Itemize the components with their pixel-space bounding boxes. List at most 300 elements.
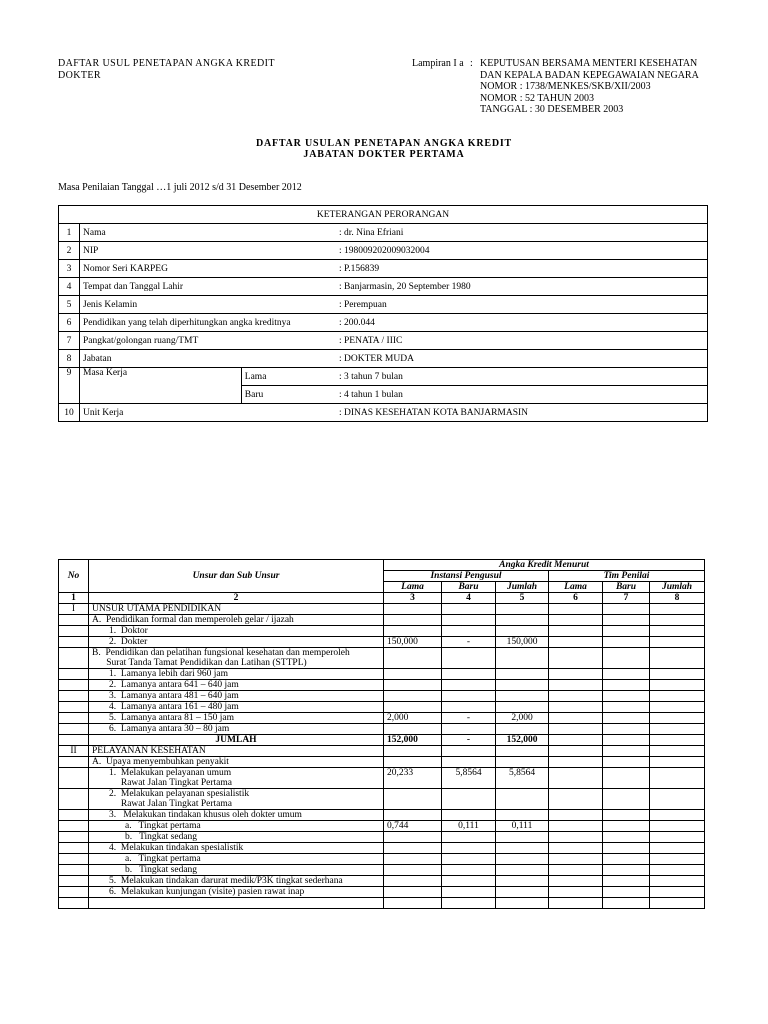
credit-jumlah: [496, 669, 549, 680]
credit-baru: [442, 789, 496, 810]
personal-no: 3: [59, 260, 80, 278]
credit-row-no: [59, 757, 89, 768]
personal-value: : 198009202009032004: [336, 242, 708, 260]
credit-row: [59, 626, 705, 637]
credit-tim-cell: [603, 887, 650, 898]
credit-row-text: 3. Lamanya antara 481 – 640 jam: [89, 691, 384, 702]
credit-row-text: 4. Melakukan tindakan spesialistik: [89, 843, 384, 854]
credit-row: [59, 713, 705, 724]
credit-baru: [442, 887, 496, 898]
personal-label: Jabatan: [80, 350, 337, 368]
personal-label: Nama: [80, 224, 337, 242]
credit-jumlah: 2,000: [496, 713, 549, 724]
credit-row-text: 2. Lamanya antara 641 – 640 jam: [89, 680, 384, 691]
header-left-line-2: DOKTER: [58, 70, 101, 81]
credit-baru: [442, 669, 496, 680]
credit-lama: [384, 843, 442, 854]
credit-jumlah: [496, 648, 549, 669]
lampiran-key: Lampiran I a: [412, 58, 464, 69]
credit-row-text: 1. Lamanya lebih dari 960 jam: [89, 669, 384, 680]
col-header-lama-tim: Lama: [549, 582, 603, 593]
credit-tim-cell: [603, 615, 650, 626]
credit-lama: [384, 854, 442, 865]
col-header-baru-tim: Baru: [603, 582, 650, 593]
credit-row: [59, 680, 705, 691]
masa-kerja-lama-value: : 3 tahun 7 bulan: [336, 368, 708, 386]
credit-tim-cell: [650, 854, 705, 865]
col-header-jumlah: Jumlah: [496, 582, 549, 593]
credit-jumlah: [496, 832, 549, 843]
credit-row-no: [59, 637, 89, 648]
credit-row-text: 3. Melakukan tindakan khusus oleh dokter umum: [89, 810, 384, 821]
personal-label: Nomor Seri KARPEG: [80, 260, 337, 278]
credit-row-text: 6. Melakukan kunjungan (visite) pasien rawat inap: [89, 887, 384, 898]
credit-row: [59, 821, 705, 832]
personal-row: [59, 260, 708, 278]
col-header-angka-kredit: Angka Kredit Menurut: [384, 560, 705, 571]
personal-no: 1: [59, 224, 80, 242]
credit-lama: [384, 691, 442, 702]
credit-tim-cell: [603, 768, 650, 789]
credit-row: [59, 615, 705, 626]
credit-row-no: [59, 724, 89, 735]
credit-tim-cell: [603, 648, 650, 669]
credit-row: [59, 768, 705, 789]
credit-tim-cell: [603, 637, 650, 648]
credit-row-no: [59, 713, 89, 724]
personal-value: : dr. Nina Efriani: [336, 224, 708, 242]
credit-baru: [442, 865, 496, 876]
personal-value: : DINAS KESEHATAN KOTA BANJARMASIN: [336, 404, 708, 422]
credit-row-no: [59, 832, 89, 843]
credit-baru: [442, 898, 496, 909]
credit-tim-cell: [603, 854, 650, 865]
credit-row-no: [59, 854, 89, 865]
credit-row: [59, 865, 705, 876]
column-number: 1: [59, 593, 89, 604]
credit-tim-cell: [603, 757, 650, 768]
credit-row-text: A. Upaya menyembuhkan penyakit: [89, 757, 384, 768]
credit-tim-cell: [549, 648, 603, 669]
lampiran-key: [412, 81, 470, 93]
credit-baru: [442, 680, 496, 691]
personal-row: [59, 314, 708, 332]
credit-tim-cell: [549, 637, 603, 648]
column-numbers-row: [59, 593, 705, 604]
credit-tim-cell: [549, 669, 603, 680]
credit-row: [59, 637, 705, 648]
credit-row-no: [59, 768, 89, 789]
col-header-lama: Lama: [384, 582, 442, 593]
credit-tim-cell: [603, 713, 650, 724]
lampiran-key: [412, 104, 470, 116]
credit-row: [59, 691, 705, 702]
credit-tim-cell: [650, 887, 705, 898]
lampiran-sep: [470, 70, 480, 82]
credit-tim-cell: [603, 702, 650, 713]
credit-row: [59, 789, 705, 810]
credit-lama: [384, 757, 442, 768]
credit-row-no: [59, 626, 89, 637]
personal-row: [59, 224, 708, 242]
credit-lama: [384, 898, 442, 909]
credit-row: [59, 876, 705, 887]
credit-lama: [384, 615, 442, 626]
credit-row-no: [59, 898, 89, 909]
credit-tim-cell: [650, 691, 705, 702]
lampiran-sep: [470, 93, 480, 105]
credit-jumlah: 152,000: [496, 735, 549, 746]
lampiran-line: [412, 58, 699, 70]
credit-row: [59, 887, 705, 898]
credit-tim-cell: [650, 615, 705, 626]
col-header-instansi: Instansi Pengusul: [384, 571, 549, 582]
personal-no: 5: [59, 296, 80, 314]
credit-jumlah: [496, 789, 549, 810]
personal-row: [59, 332, 708, 350]
header-left-line-1: DAFTAR USUL PENETAPAN ANGKA KREDIT: [58, 58, 275, 69]
personal-value: : P.156839: [336, 260, 708, 278]
credit-row-no: [59, 691, 89, 702]
credit-row-no: [59, 789, 89, 810]
col-header-no: No: [59, 560, 89, 593]
credit-row: [59, 854, 705, 865]
credit-row: [59, 843, 705, 854]
masa-kerja-baru-label: Baru: [241, 386, 336, 404]
credit-lama: [384, 832, 442, 843]
personal-label: NIP: [80, 242, 337, 260]
credit-baru: [442, 648, 496, 669]
credit-tim-cell: [650, 669, 705, 680]
personal-value: : Banjarmasin, 20 September 1980: [336, 278, 708, 296]
credit-lama: [384, 648, 442, 669]
personal-no: 6: [59, 314, 80, 332]
credit-jumlah: 5,8564: [496, 768, 549, 789]
credit-lama: [384, 865, 442, 876]
credit-tim-cell: [650, 821, 705, 832]
credit-row: [59, 746, 705, 757]
credit-lama: [384, 724, 442, 735]
credit-lama: 152,000: [384, 735, 442, 746]
credit-tim-cell: [650, 735, 705, 746]
credit-tim-cell: [650, 843, 705, 854]
column-number: 2: [89, 593, 384, 604]
credit-jumlah: 150,000: [496, 637, 549, 648]
credit-tim-cell: [549, 843, 603, 854]
personal-row: [59, 350, 708, 368]
lampiran-key: [412, 70, 470, 82]
credit-tim-cell: [603, 898, 650, 909]
credit-row-no: II: [59, 746, 89, 757]
personal-value: : Perempuan: [336, 296, 708, 314]
personal-no: 4: [59, 278, 80, 296]
credit-jumlah: [496, 680, 549, 691]
credit-row-text: 4. Lamanya antara 161 – 480 jam: [89, 702, 384, 713]
credit-baru: [442, 843, 496, 854]
credit-jumlah: [496, 854, 549, 865]
credit-jumlah: [496, 887, 549, 898]
col-header-baru: Baru: [442, 582, 496, 593]
credit-lama: [384, 876, 442, 887]
credit-baru: -: [442, 713, 496, 724]
credit-row-no: [59, 821, 89, 832]
personal-label: Unit Kerja: [80, 404, 337, 422]
credit-tim-cell: [603, 735, 650, 746]
credit-tim-cell: [549, 604, 603, 615]
credit-tim-cell: [603, 746, 650, 757]
column-number: 5: [496, 593, 549, 604]
credit-baru: 5,8564: [442, 768, 496, 789]
credit-row-no: [59, 648, 89, 669]
credit-baru: [442, 691, 496, 702]
masa-kerja-lama-label: Lama: [241, 368, 336, 386]
credit-tim-cell: [549, 735, 603, 746]
credit-row-text: A. Pendidikan formal dan memperoleh gelar / ijazah: [89, 615, 384, 626]
column-number: 6: [549, 593, 603, 604]
credit-row-text: 2. Melakukan pelayanan spesialistik Rawat Jalan Tingkat Pertama: [89, 789, 384, 810]
credit-baru: [442, 746, 496, 757]
credit-tim-cell: [549, 865, 603, 876]
credit-row-text: PELAYANAN KESEHATAN: [89, 746, 384, 757]
credit-tim-cell: [603, 832, 650, 843]
credit-row-text: 2. Dokter: [89, 637, 384, 648]
credit-tim-cell: [549, 724, 603, 735]
personal-label: Pangkat/golongan ruang/TMT: [80, 332, 337, 350]
credit-row-text: [89, 898, 384, 909]
credit-row: [59, 648, 705, 669]
credit-tim-cell: [549, 768, 603, 789]
credit-baru: -: [442, 637, 496, 648]
col-header-unsur: Unsur dan Sub Unsur: [89, 560, 384, 593]
credit-lama: [384, 626, 442, 637]
credit-tim-cell: [650, 810, 705, 821]
credit-jumlah: [496, 702, 549, 713]
credit-lama: [384, 789, 442, 810]
credit-row-no: [59, 887, 89, 898]
credit-baru: [442, 724, 496, 735]
credit-row-text: 1. Doktor: [89, 626, 384, 637]
credit-tim-cell: [650, 768, 705, 789]
lampiran-value: TANGGAL : 30 DESEMBER 2003: [480, 104, 624, 115]
lampiran-value: NOMOR : 1738/MENKES/SKB/XII/2003: [480, 81, 651, 92]
credit-tim-cell: [603, 669, 650, 680]
credit-row-no: [59, 680, 89, 691]
credit-jumlah: [496, 626, 549, 637]
header-right-lampiran: [412, 58, 699, 116]
credit-jumlah: [496, 876, 549, 887]
credit-lama: [384, 604, 442, 615]
credit-tim-cell: [603, 680, 650, 691]
credit-baru: [442, 810, 496, 821]
credit-tim-cell: [650, 746, 705, 757]
personal-row: [59, 242, 708, 260]
personal-label: Pendidikan yang telah diperhitungkan angka kreditnya: [80, 314, 337, 332]
personal-no: 7: [59, 332, 80, 350]
credit-row-no: [59, 876, 89, 887]
credit-tim-cell: [650, 789, 705, 810]
credit-tim-cell: [650, 626, 705, 637]
credit-tim-cell: [603, 821, 650, 832]
credit-baru: [442, 702, 496, 713]
personal-value: : DOKTER MUDA: [336, 350, 708, 368]
credit-row-text: 5. Melakukan tindakan darurat medik/P3K tingkat sederhana: [89, 876, 384, 887]
credit-tim-cell: [549, 615, 603, 626]
lampiran-line: [412, 93, 699, 105]
credit-lama: [384, 680, 442, 691]
lampiran-value: NOMOR : 52 TAHUN 2003: [480, 92, 595, 104]
credit-row: [59, 735, 705, 746]
credit-baru: -: [442, 735, 496, 746]
personal-label: Masa Kerja: [80, 368, 242, 404]
personal-value: : PENATA / IIIC: [336, 332, 708, 350]
column-number: 4: [442, 593, 496, 604]
credit-row-no: [59, 843, 89, 854]
credit-tim-cell: [549, 887, 603, 898]
personal-info-table: [58, 205, 708, 422]
credit-lama: 2,000: [384, 713, 442, 724]
personal-value: : 200.044: [336, 314, 708, 332]
credit-lama: 0,744: [384, 821, 442, 832]
credit-baru: [442, 854, 496, 865]
personal-no: 8: [59, 350, 80, 368]
credit-lama: [384, 887, 442, 898]
personal-no: 10: [59, 404, 80, 422]
credit-tim-cell: [650, 702, 705, 713]
credit-tim-cell: [650, 898, 705, 909]
credit-lama: [384, 702, 442, 713]
credit-jumlah: [496, 746, 549, 757]
credit-row-text: 5. Lamanya antara 81 – 150 jam: [89, 713, 384, 724]
credit-row-text: b. Tingkat sedang: [89, 865, 384, 876]
credit-tim-cell: [650, 713, 705, 724]
credit-tim-cell: [549, 832, 603, 843]
credit-tim-cell: [650, 832, 705, 843]
credit-row-no: [59, 810, 89, 821]
credit-jumlah: [496, 604, 549, 615]
credit-lama: 150,000: [384, 637, 442, 648]
lampiran-value: KEPUTUSAN BERSAMA MENTERI KESEHATAN: [480, 58, 698, 69]
credit-lama: [384, 810, 442, 821]
credit-tim-cell: [650, 865, 705, 876]
credit-row-no: I: [59, 604, 89, 615]
document-subtitle: JABATAN DOKTER PERTAMA: [303, 149, 465, 160]
credit-baru: 0,111: [442, 821, 496, 832]
credit-lama: [384, 746, 442, 757]
credit-tim-cell: [650, 876, 705, 887]
personal-no: 9: [59, 368, 80, 404]
credit-row-text: 1. Melakukan pelayanan umum Rawat Jalan Tingkat Pertama: [89, 768, 384, 789]
credit-lama: [384, 669, 442, 680]
personal-row: [59, 278, 708, 296]
credit-jumlah: [496, 691, 549, 702]
credit-jumlah: [496, 615, 549, 626]
personal-row-masa-kerja: [59, 368, 708, 386]
credit-baru: [442, 757, 496, 768]
credit-tim-cell: [549, 898, 603, 909]
col-header-jumlah-tim: Jumlah: [650, 582, 705, 593]
document-title: DAFTAR USULAN PENETAPAN ANGKA KREDIT: [255, 138, 513, 149]
credit-tim-cell: [549, 746, 603, 757]
credit-row: [59, 757, 705, 768]
personal-row-unit: [59, 404, 708, 422]
lampiran-value: DAN KEPALA BADAN KEPEGAWAIAN NEGARA: [480, 69, 699, 81]
credit-row-text: a. Tingkat pertama: [89, 821, 384, 832]
credit-baru: [442, 876, 496, 887]
credit-row: [59, 702, 705, 713]
credit-tim-cell: [549, 789, 603, 810]
credit-row: [59, 898, 705, 909]
masa-penilaian: Masa Penilaian Tanggal …1 juli 2012 s/d 31 Desember 2012: [58, 182, 302, 193]
lampiran-key: [412, 93, 470, 105]
credit-row: [59, 724, 705, 735]
credit-row-text: b. Tingkat sedang: [89, 832, 384, 843]
personal-no: 2: [59, 242, 80, 260]
credit-jumlah: [496, 898, 549, 909]
credit-tim-cell: [603, 626, 650, 637]
credit-tim-cell: [650, 604, 705, 615]
credit-tim-cell: [549, 876, 603, 887]
personal-label: Tempat dan Tanggal Lahir: [80, 278, 337, 296]
credit-tim-cell: [603, 843, 650, 854]
credit-tim-cell: [549, 713, 603, 724]
column-number: 7: [603, 593, 650, 604]
credit-jumlah: [496, 843, 549, 854]
credit-tim-cell: [549, 821, 603, 832]
credit-tim-cell: [650, 757, 705, 768]
credit-row-no: [59, 702, 89, 713]
credit-jumlah: [496, 810, 549, 821]
credit-row: [59, 669, 705, 680]
credit-tim-cell: [603, 789, 650, 810]
credit-row-no: [59, 615, 89, 626]
credit-tim-cell: [549, 680, 603, 691]
credit-row-text: 6. Lamanya antara 30 – 80 jam: [89, 724, 384, 735]
credit-baru: [442, 626, 496, 637]
credit-row: [59, 810, 705, 821]
col-header-tim: Tim Penilai: [549, 571, 705, 582]
personal-row: [59, 296, 708, 314]
column-number: 8: [650, 593, 705, 604]
personal-heading: KETERANGAN PERORANGAN: [59, 206, 708, 224]
credit-baru: [442, 615, 496, 626]
credit-tim-cell: [650, 648, 705, 669]
credit-tim-cell: [549, 702, 603, 713]
credit-row: [59, 604, 705, 615]
lampiran-line: [412, 70, 699, 82]
credit-row-no: [59, 669, 89, 680]
credit-jumlah: [496, 865, 549, 876]
credit-row-no: [59, 865, 89, 876]
credit-tim-cell: [549, 810, 603, 821]
credit-tim-cell: [603, 810, 650, 821]
credit-row: [59, 832, 705, 843]
credit-tim-cell: [650, 724, 705, 735]
lampiran-line: [412, 81, 699, 93]
credit-jumlah: 0,111: [496, 821, 549, 832]
credit-tim-cell: [549, 854, 603, 865]
credit-jumlah: [496, 724, 549, 735]
credit-tim-cell: [603, 865, 650, 876]
credit-tim-cell: [603, 691, 650, 702]
credit-row-no: [59, 735, 89, 746]
masa-kerja-baru-value: : 4 tahun 1 bulan: [336, 386, 708, 404]
credit-row-text: JUMLAH: [89, 735, 384, 746]
credit-tim-cell: [650, 680, 705, 691]
lampiran-sep: [470, 104, 480, 116]
credit-tim-cell: [549, 626, 603, 637]
credit-tim-cell: [650, 637, 705, 648]
credit-tim-cell: [549, 757, 603, 768]
